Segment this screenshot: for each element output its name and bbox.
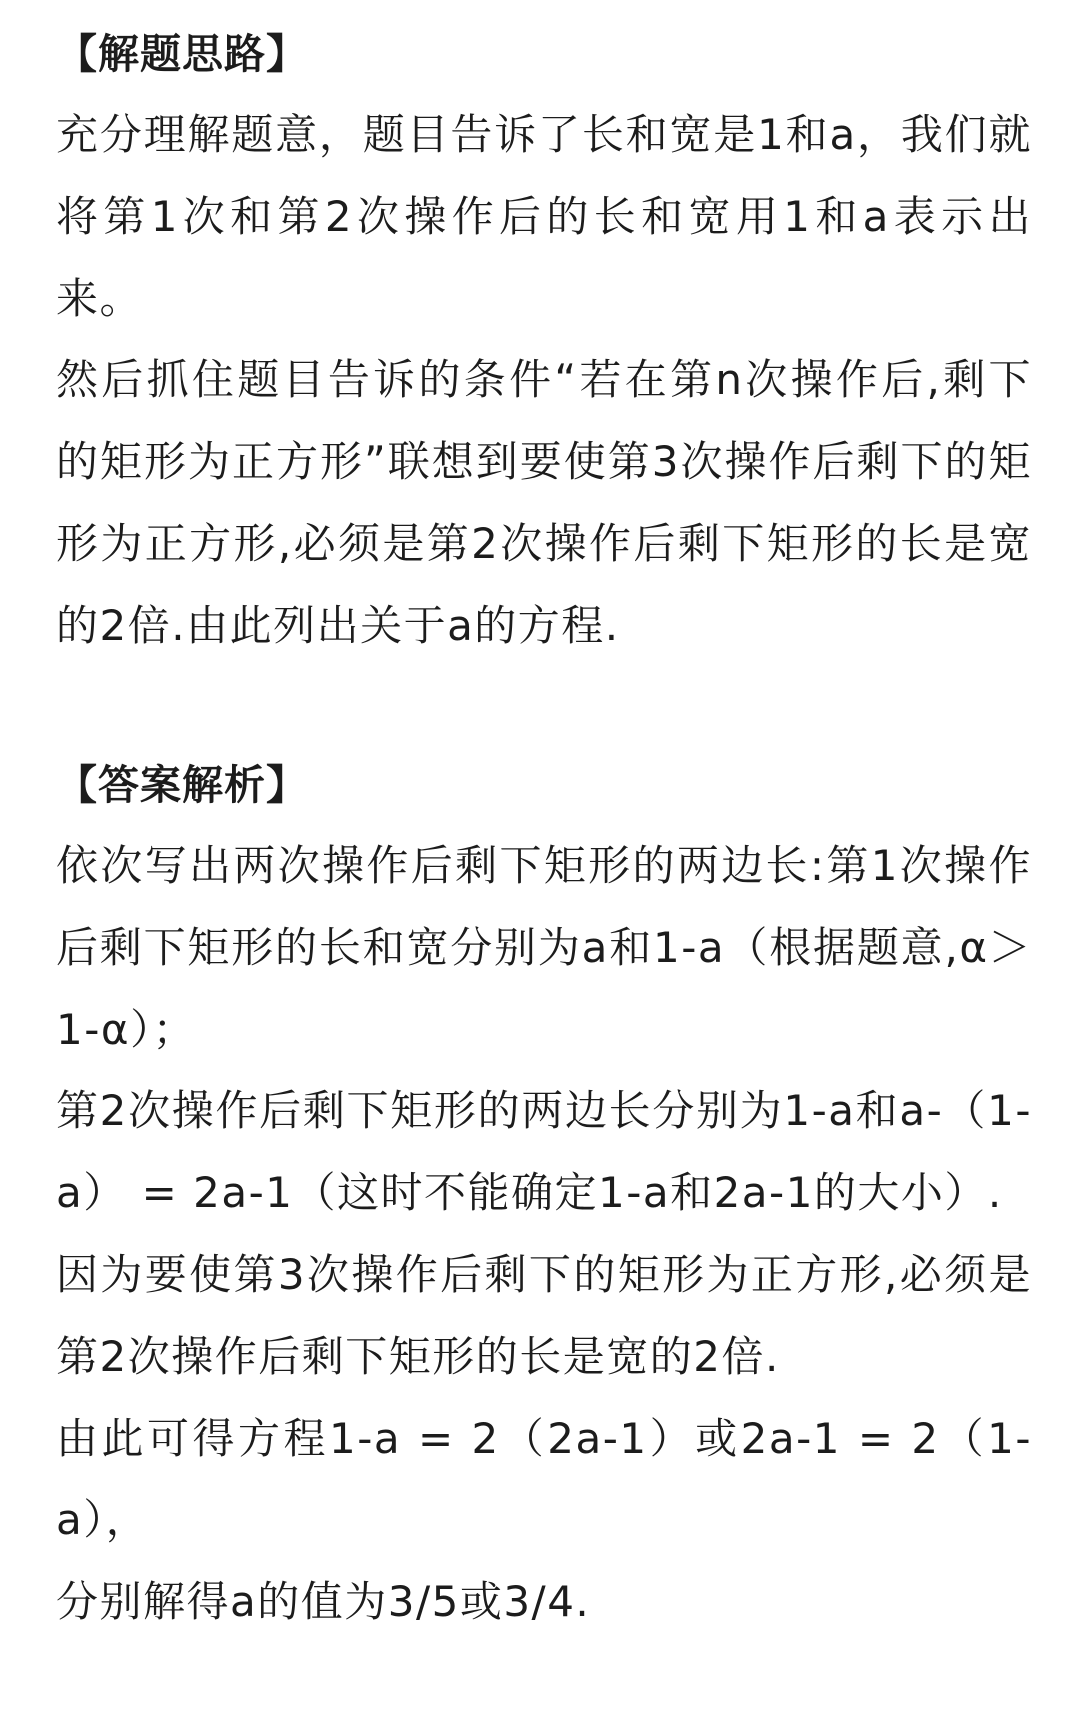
answer-analysis-section bbox=[56, 745, 1032, 1643]
answer-analysis-heading: 【答案解析】 bbox=[56, 761, 308, 809]
solution-approach-section bbox=[56, 14, 1032, 667]
solution-approach-paragraph-2: 然后抓住题目告诉的条件“若在第n次操作后,剩下的矩形为正方形”联想到要使第3次操作后剩下的矩形为正方形,必须是第2次操作后剩下矩形的长是宽的2倍.由此列出关于a的方程. bbox=[56, 355, 1032, 650]
solution-approach-heading: 【解题思路】 bbox=[56, 30, 308, 78]
solution-approach-paragraph-1: 充分理解题意，题目告诉了长和宽是1和a，我们就将第1次和第2次操作后的长和宽用1和a表示出来。 bbox=[56, 110, 1032, 323]
answer-analysis-paragraph-1: 依次写出两次操作后剩下矩形的两边长:第1次操作后剩下矩形的长和宽分别为a和1-a（根据题意,α＞1-α）； bbox=[56, 841, 1032, 1054]
answer-analysis-paragraph-3: 因为要使第3次操作后剩下的矩形为正方形,必须是第2次操作后剩下矩形的长是宽的2倍. bbox=[56, 1249, 1032, 1381]
answer-analysis-paragraph-4: 由此可得方程1-a = 2（2a-1）或2a-1 = 2（1-a）， bbox=[56, 1413, 1032, 1545]
answer-analysis-paragraph-2: 第2次操作后剩下矩形的两边长分别为1-a和a-（1-a） = 2a-1（这时不能确定1-a和2a-1的大小）. bbox=[56, 1086, 1032, 1218]
answer-analysis-paragraph-5: 分别解得a的值为3/5或3/4. bbox=[56, 1577, 591, 1627]
